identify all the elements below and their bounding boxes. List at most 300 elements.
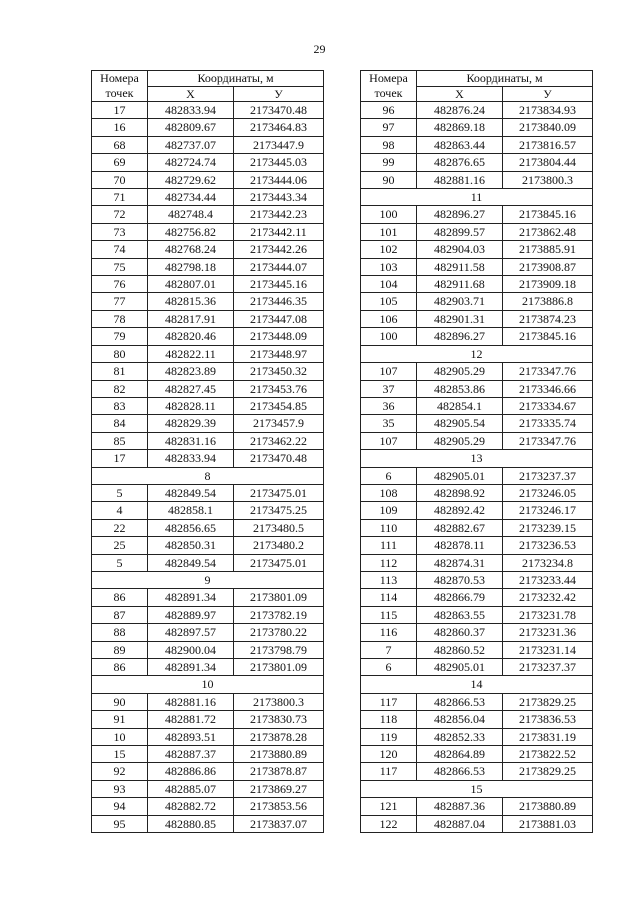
point-number: 85	[92, 432, 148, 449]
point-number: 75	[92, 258, 148, 275]
y-coordinate: 2173470.48	[234, 102, 324, 119]
point-number: 100	[361, 206, 417, 223]
table-row	[92, 450, 324, 467]
y-coordinate: 2173444.06	[234, 171, 324, 188]
point-number: 36	[361, 397, 417, 414]
x-coordinate: 482756.82	[148, 223, 234, 240]
table-row	[92, 537, 324, 554]
point-number: 111	[361, 537, 417, 554]
table-row	[92, 380, 324, 397]
table-row	[92, 746, 324, 763]
point-number: 108	[361, 484, 417, 501]
y-coordinate: 2173447.08	[234, 310, 324, 327]
y-coordinate: 2173442.11	[234, 223, 324, 240]
point-number: 96	[361, 102, 417, 119]
y-coordinate: 2173801.09	[234, 659, 324, 676]
y-coordinate: 2173457.9	[234, 415, 324, 432]
table-row	[361, 571, 593, 588]
x-coordinate: 482856.65	[148, 519, 234, 536]
y-coordinate: 2173780.22	[234, 624, 324, 641]
table-row	[92, 659, 324, 676]
point-number: 90	[361, 171, 417, 188]
table-row	[361, 641, 593, 658]
y-coordinate: 2173234.8	[503, 554, 593, 571]
table-row	[361, 554, 593, 571]
y-coordinate: 2173246.05	[503, 484, 593, 501]
y-coordinate: 2173829.25	[503, 693, 593, 710]
point-number: 83	[92, 397, 148, 414]
x-coordinate: 482768.24	[148, 241, 234, 258]
point-number: 118	[361, 711, 417, 728]
x-coordinate: 482850.31	[148, 537, 234, 554]
y-coordinate: 2173346.66	[503, 380, 593, 397]
table-row	[361, 171, 593, 188]
table-row	[92, 798, 324, 815]
points-header: Номера точек	[361, 71, 417, 102]
coordinates-table-left	[91, 70, 324, 833]
y-coordinate: 2173231.14	[503, 641, 593, 658]
table-row	[361, 380, 593, 397]
point-number: 97	[361, 119, 417, 136]
table-row	[92, 780, 324, 797]
point-number: 104	[361, 276, 417, 293]
y-coordinate: 2173816.57	[503, 136, 593, 153]
table-row	[92, 693, 324, 710]
point-number: 6	[361, 659, 417, 676]
y-coordinate: 2173231.36	[503, 624, 593, 641]
x-coordinate: 482876.65	[417, 154, 503, 171]
table-row	[361, 397, 593, 414]
x-coordinate: 482911.68	[417, 276, 503, 293]
coordinates-header: Координаты, м	[148, 71, 324, 87]
x-coordinate: 482858.1	[148, 502, 234, 519]
y-coordinate: 2173804.44	[503, 154, 593, 171]
point-number: 99	[361, 154, 417, 171]
y-coordinate: 2173232.42	[503, 589, 593, 606]
x-coordinate: 482866.79	[417, 589, 503, 606]
x-coordinate: 482748.4	[148, 206, 234, 223]
x-coordinate: 482900.04	[148, 641, 234, 658]
section-row	[361, 676, 593, 693]
y-coordinate: 2173347.76	[503, 432, 593, 449]
x-coordinate: 482820.46	[148, 328, 234, 345]
section-row	[92, 676, 324, 693]
point-number: 107	[361, 363, 417, 380]
table-row	[92, 136, 324, 153]
point-number: 35	[361, 415, 417, 432]
x-coordinate: 482870.53	[417, 571, 503, 588]
y-coordinate: 2173347.76	[503, 363, 593, 380]
table-row	[92, 310, 324, 327]
left-table-body	[92, 102, 324, 833]
point-number: 109	[361, 502, 417, 519]
point-number: 93	[92, 780, 148, 797]
point-number: 77	[92, 293, 148, 310]
point-number: 5	[92, 484, 148, 501]
y-coordinate: 2173886.8	[503, 293, 593, 310]
y-coordinate: 2173239.15	[503, 519, 593, 536]
table-row	[361, 589, 593, 606]
y-coordinate: 2173447.9	[234, 136, 324, 153]
table-row	[361, 467, 593, 484]
point-number: 80	[92, 345, 148, 362]
y-coordinate: 2173845.16	[503, 328, 593, 345]
x-coordinate: 482878.11	[417, 537, 503, 554]
point-number: 113	[361, 571, 417, 588]
y-coordinate: 2173237.37	[503, 659, 593, 676]
y-coordinate: 2173909.18	[503, 276, 593, 293]
table-row	[92, 189, 324, 206]
y-coordinate: 2173878.28	[234, 728, 324, 745]
table-row	[92, 363, 324, 380]
point-number: 98	[361, 136, 417, 153]
y-coordinate: 2173443.34	[234, 189, 324, 206]
table-row	[361, 363, 593, 380]
x-header: X	[148, 86, 234, 102]
section-label: 10	[92, 676, 324, 693]
y-coordinate: 2173798.79	[234, 641, 324, 658]
y-coordinate: 2173480.2	[234, 537, 324, 554]
x-coordinate: 482903.71	[417, 293, 503, 310]
point-number: 70	[92, 171, 148, 188]
point-number: 119	[361, 728, 417, 745]
y-coordinate: 2173475.01	[234, 554, 324, 571]
table-row	[361, 659, 593, 676]
point-number: 84	[92, 415, 148, 432]
y-coordinate: 2173442.23	[234, 206, 324, 223]
y-coordinate: 2173831.19	[503, 728, 593, 745]
x-coordinate: 482860.52	[417, 641, 503, 658]
table-row	[361, 798, 593, 815]
table-row	[92, 554, 324, 571]
table-row	[92, 345, 324, 362]
y-coordinate: 2173878.87	[234, 763, 324, 780]
x-coordinate: 482892.42	[417, 502, 503, 519]
table-row	[92, 258, 324, 275]
table-row	[92, 589, 324, 606]
point-number: 6	[361, 467, 417, 484]
point-number: 112	[361, 554, 417, 571]
x-coordinate: 482817.91	[148, 310, 234, 327]
y-coordinate: 2173840.09	[503, 119, 593, 136]
section-row	[361, 189, 593, 206]
table-row	[92, 241, 324, 258]
table-row	[361, 119, 593, 136]
point-number: 82	[92, 380, 148, 397]
table-row	[92, 102, 324, 119]
x-coordinate: 482833.94	[148, 450, 234, 467]
table-row	[361, 241, 593, 258]
y-coordinate: 2173446.35	[234, 293, 324, 310]
x-coordinate: 482860.37	[417, 624, 503, 641]
x-coordinate: 482896.27	[417, 206, 503, 223]
point-number: 76	[92, 276, 148, 293]
y-coordinate: 2173462.22	[234, 432, 324, 449]
y-coordinate: 2173837.07	[234, 815, 324, 832]
x-coordinate: 482911.58	[417, 258, 503, 275]
x-coordinate: 482904.03	[417, 241, 503, 258]
y-coordinate: 2173862.48	[503, 223, 593, 240]
x-coordinate: 482887.04	[417, 815, 503, 832]
table-row	[361, 502, 593, 519]
y-coordinate: 2173450.32	[234, 363, 324, 380]
table-row	[92, 641, 324, 658]
table-row	[361, 223, 593, 240]
y-coordinate: 2173801.09	[234, 589, 324, 606]
point-number: 86	[92, 589, 148, 606]
x-coordinate: 482882.72	[148, 798, 234, 815]
x-coordinate: 482887.37	[148, 746, 234, 763]
table-row	[92, 293, 324, 310]
x-coordinate: 482887.36	[417, 798, 503, 815]
y-coordinate: 2173233.44	[503, 571, 593, 588]
point-number: 92	[92, 763, 148, 780]
x-coordinate: 482869.18	[417, 119, 503, 136]
point-number: 120	[361, 746, 417, 763]
x-coordinate: 482815.36	[148, 293, 234, 310]
points-header: Номера точек	[92, 71, 148, 102]
y-coordinate: 2173834.93	[503, 102, 593, 119]
table-row	[361, 519, 593, 536]
table-row	[361, 206, 593, 223]
x-coordinate: 482901.31	[417, 310, 503, 327]
y-coordinate: 2173874.23	[503, 310, 593, 327]
table-row	[361, 763, 593, 780]
table-row	[361, 276, 593, 293]
coordinates-table-right	[360, 70, 593, 833]
y-coordinate: 2173464.83	[234, 119, 324, 136]
y-coordinate: 2173822.52	[503, 746, 593, 763]
y-coordinate: 2173470.48	[234, 450, 324, 467]
point-number: 86	[92, 659, 148, 676]
y-coordinate: 2173454.85	[234, 397, 324, 414]
table-row	[92, 397, 324, 414]
x-coordinate: 482905.01	[417, 467, 503, 484]
x-coordinate: 482809.67	[148, 119, 234, 136]
point-number: 25	[92, 537, 148, 554]
point-number: 4	[92, 502, 148, 519]
x-coordinate: 482905.54	[417, 415, 503, 432]
coordinates-header: Координаты, м	[417, 71, 593, 87]
point-number: 71	[92, 189, 148, 206]
point-number: 115	[361, 606, 417, 623]
x-coordinate: 482891.34	[148, 589, 234, 606]
point-number: 117	[361, 763, 417, 780]
x-coordinate: 482882.67	[417, 519, 503, 536]
point-number: 107	[361, 432, 417, 449]
y-coordinate: 2173800.3	[503, 171, 593, 188]
y-header: У	[234, 86, 324, 102]
table-row	[361, 102, 593, 119]
x-coordinate: 482734.44	[148, 189, 234, 206]
x-coordinate: 482881.16	[148, 693, 234, 710]
point-number: 105	[361, 293, 417, 310]
table-row	[361, 606, 593, 623]
x-coordinate: 482897.57	[148, 624, 234, 641]
point-number: 73	[92, 223, 148, 240]
x-coordinate: 482853.86	[417, 380, 503, 397]
section-label: 8	[92, 467, 324, 484]
x-coordinate: 482828.11	[148, 397, 234, 414]
point-number: 78	[92, 310, 148, 327]
x-coordinate: 482827.45	[148, 380, 234, 397]
x-coordinate: 482823.89	[148, 363, 234, 380]
table-row	[361, 537, 593, 554]
x-coordinate: 482852.33	[417, 728, 503, 745]
y-coordinate: 2173448.09	[234, 328, 324, 345]
table-row	[361, 484, 593, 501]
table-row	[92, 276, 324, 293]
point-number: 94	[92, 798, 148, 815]
right-table-body	[361, 102, 593, 833]
x-coordinate: 482905.01	[417, 659, 503, 676]
section-label: 14	[361, 676, 593, 693]
table-row	[361, 815, 593, 832]
point-number: 122	[361, 815, 417, 832]
point-number: 103	[361, 258, 417, 275]
point-number: 15	[92, 746, 148, 763]
table-row	[92, 484, 324, 501]
point-number: 17	[92, 102, 148, 119]
y-coordinate: 2173845.16	[503, 206, 593, 223]
x-coordinate: 482729.62	[148, 171, 234, 188]
y-coordinate: 2173475.01	[234, 484, 324, 501]
x-coordinate: 482849.54	[148, 484, 234, 501]
page-number: 29	[313, 42, 326, 56]
section-label: 11	[361, 189, 593, 206]
x-coordinate: 482737.07	[148, 136, 234, 153]
table-row	[361, 258, 593, 275]
table-row	[92, 502, 324, 519]
table-row	[92, 711, 324, 728]
section-row	[361, 780, 593, 797]
x-coordinate: 482889.97	[148, 606, 234, 623]
point-number: 88	[92, 624, 148, 641]
point-number: 101	[361, 223, 417, 240]
table-row	[361, 693, 593, 710]
point-number: 117	[361, 693, 417, 710]
x-coordinate: 482905.29	[417, 432, 503, 449]
y-header: У	[503, 86, 593, 102]
table-row	[92, 328, 324, 345]
point-number: 89	[92, 641, 148, 658]
x-coordinate: 482881.16	[417, 171, 503, 188]
section-row	[92, 571, 324, 588]
y-coordinate: 2173475.25	[234, 502, 324, 519]
y-coordinate: 2173880.89	[503, 798, 593, 815]
table-row	[361, 310, 593, 327]
table-row	[92, 415, 324, 432]
y-coordinate: 2173830.73	[234, 711, 324, 728]
x-coordinate: 482866.53	[417, 763, 503, 780]
section-label: 12	[361, 345, 593, 362]
y-coordinate: 2173445.03	[234, 154, 324, 171]
x-header: X	[417, 86, 503, 102]
point-number: 5	[92, 554, 148, 571]
point-number: 72	[92, 206, 148, 223]
y-coordinate: 2173445.16	[234, 276, 324, 293]
point-number: 37	[361, 380, 417, 397]
table-row	[361, 328, 593, 345]
x-coordinate: 482893.51	[148, 728, 234, 745]
y-coordinate: 2173782.19	[234, 606, 324, 623]
y-coordinate: 2173246.17	[503, 502, 593, 519]
table-row	[361, 415, 593, 432]
x-coordinate: 482881.72	[148, 711, 234, 728]
x-coordinate: 482849.54	[148, 554, 234, 571]
y-coordinate: 2173836.53	[503, 711, 593, 728]
y-coordinate: 2173885.91	[503, 241, 593, 258]
table-row	[361, 746, 593, 763]
section-label: 13	[361, 450, 593, 467]
section-label: 9	[92, 571, 324, 588]
y-coordinate: 2173334.67	[503, 397, 593, 414]
y-coordinate: 2173236.53	[503, 537, 593, 554]
point-number: 16	[92, 119, 148, 136]
point-number: 114	[361, 589, 417, 606]
x-coordinate: 482874.31	[417, 554, 503, 571]
point-number: 87	[92, 606, 148, 623]
y-coordinate: 2173335.74	[503, 415, 593, 432]
point-number: 10	[92, 728, 148, 745]
table-row	[92, 154, 324, 171]
point-number: 90	[92, 693, 148, 710]
x-coordinate: 482876.24	[417, 102, 503, 119]
x-coordinate: 482854.1	[417, 397, 503, 414]
section-row	[361, 450, 593, 467]
x-coordinate: 482891.34	[148, 659, 234, 676]
point-number: 95	[92, 815, 148, 832]
point-number: 22	[92, 519, 148, 536]
table-row	[92, 624, 324, 641]
x-coordinate: 482856.04	[417, 711, 503, 728]
point-number: 68	[92, 136, 148, 153]
table-row	[92, 171, 324, 188]
point-number: 79	[92, 328, 148, 345]
x-coordinate: 482885.07	[148, 780, 234, 797]
x-coordinate: 482898.92	[417, 484, 503, 501]
x-coordinate: 482905.29	[417, 363, 503, 380]
table-row	[92, 519, 324, 536]
table-row	[361, 293, 593, 310]
point-number: 74	[92, 241, 148, 258]
table-row	[92, 815, 324, 832]
y-coordinate: 2173869.27	[234, 780, 324, 797]
point-number: 100	[361, 328, 417, 345]
x-coordinate: 482880.85	[148, 815, 234, 832]
y-coordinate: 2173237.37	[503, 467, 593, 484]
y-coordinate: 2173800.3	[234, 693, 324, 710]
x-coordinate: 482724.74	[148, 154, 234, 171]
point-number: 7	[361, 641, 417, 658]
point-number: 116	[361, 624, 417, 641]
y-coordinate: 2173853.56	[234, 798, 324, 815]
point-number: 81	[92, 363, 148, 380]
point-number: 106	[361, 310, 417, 327]
table-row	[361, 154, 593, 171]
point-number: 91	[92, 711, 148, 728]
y-coordinate: 2173829.25	[503, 763, 593, 780]
table-row	[92, 728, 324, 745]
point-number: 121	[361, 798, 417, 815]
y-coordinate: 2173442.26	[234, 241, 324, 258]
table-row	[361, 624, 593, 641]
table-row	[361, 432, 593, 449]
x-coordinate: 482896.27	[417, 328, 503, 345]
point-number: 69	[92, 154, 148, 171]
table-row	[92, 432, 324, 449]
x-coordinate: 482886.86	[148, 763, 234, 780]
